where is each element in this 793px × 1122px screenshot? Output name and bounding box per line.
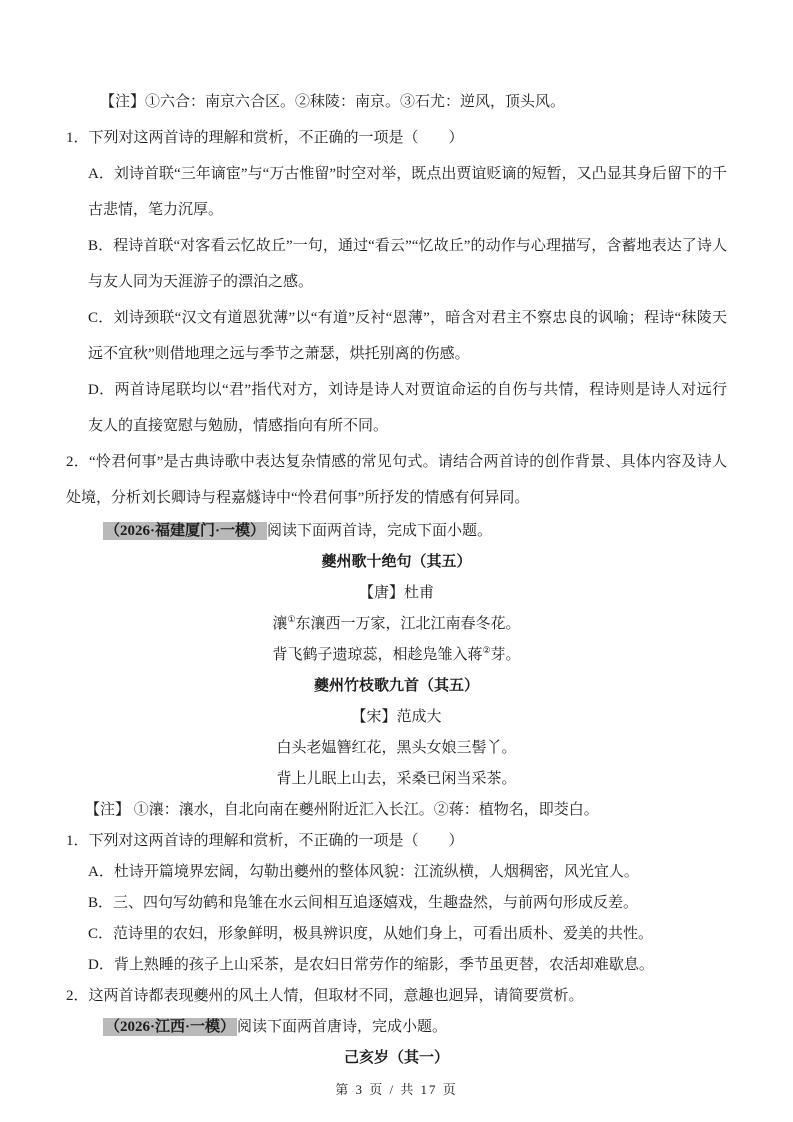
option-b: B．程诗首联“对客看云忆故丘”一句，通过“看云”“忆故丘”的动作与心理描写，含蓄地表达了诗人与友人同为天涯游子的漂泊之感。 <box>88 238 727 290</box>
question-block-kuizhou <box>66 516 727 1105</box>
exam-source-badge: （2026·江西·一模） <box>105 1019 236 1035</box>
option-c: C．范诗里的农妇，形象鲜明，极具辨识度，从她们身上，可看出质朴、爱美的共性。 <box>88 926 654 942</box>
exam-source-badge: （2026·福建厦门·一模） <box>105 523 266 539</box>
poem-2-line-1: 白头老媪簪红花，黑头女娘三髻丫。 <box>276 740 517 756</box>
option-b: B．三、四句写幼鹤和凫雏在水云间相互追逐嬉戏，生趣盎然，与前两句形成反差。 <box>88 895 639 911</box>
question-1-stem: 1．下列对这两首诗的理解和赏析，不正确的一项是（ ） <box>66 833 464 849</box>
poem-2-line-2: 背上儿眠上山去，采桑已闲当采茶。 <box>276 771 517 787</box>
poem-footnote: 【注】 ①瀼：瀼水，自北向南在夔州附近汇入长江。②蒋：植物名，即茭白。 <box>85 802 599 818</box>
poem-2-author: 【宋】范成大 <box>351 709 442 725</box>
reading-instruction: 阅读下面两首唐诗，完成小题。 <box>237 1019 448 1035</box>
page-number-footer: 第 3 页 / 共 17 页 <box>335 1082 458 1097</box>
verse-text: 背飞鹤子遗琼蕊，相趁凫雏入蒋 <box>272 647 483 663</box>
reading-instruction: 阅读下面两首诗，完成下面小题。 <box>267 523 493 539</box>
question-2-stem: 2．这两首诗都表现夔州的风土人情，但取材不同，意趣也迥异，请简要赏析。 <box>66 988 584 1004</box>
poem-footnote: 【注】①六合：南京六合区。②秣陵：南京。③石尤：逆风，顶头风。 <box>100 94 566 110</box>
option-d: D．背上熟睡的孩子上山采茶，是农妇日常劳作的缩影，季节虽更替，农活却难歇息。 <box>88 957 654 973</box>
question-block-liu-cheng <box>66 84 727 516</box>
option-c: C．刘诗颈联“汉文有道恩犹薄”以“有道”反衬“恩薄”，暗含对君主不察忠良的讽喻；程诗“秣陵天远不宜秋”则借地理之远与季节之萧瑟，烘托别离的伤感。 <box>88 310 727 362</box>
option-a: A．刘诗首联“三年谪宦”与“万古惟留”时空对举，既点出贾谊贬谪的短暂，又凸显其身后留下的千古悲情，笔力沉厚。 <box>88 166 727 218</box>
poem-1-author: 【唐】杜甫 <box>358 585 434 601</box>
poem-1-title: 夔州歌十绝句（其五） <box>321 554 472 570</box>
option-a: A．杜诗开篇境界宏阔，勾勒出夔州的整体风貌：江流纵横，人烟稠密，风光宜人。 <box>88 864 639 880</box>
option-d: D．两首诗尾联均以“君”指代对方，刘诗是诗人对贾谊命运的自伤与共情，程诗则是诗人对远行友人的直接宽慰与勉励，情感指向有所不同。 <box>88 382 727 434</box>
source-tag-line <box>103 516 727 547</box>
verse-text: 瀼 <box>272 616 288 632</box>
footnote-ref-2: ② <box>482 645 491 655</box>
poem-1-line-1 <box>66 609 727 640</box>
poem-3-title: 己亥岁（其一） <box>343 1050 449 1066</box>
poem-2-title: 夔州竹枝歌九首（其五） <box>313 678 479 694</box>
footnote-ref-1: ① <box>287 614 296 624</box>
verse-text: 东瀼西一万家，江北江南春冬花。 <box>295 616 521 632</box>
question-2-stem: 2．“怜君何事”是古典诗歌中表达复杂情感的常见句式。请结合两首诗的创作背景、具体内容及诗人处境，分析刘长卿诗与程嘉燧诗中“怜君何事”所抒发的情感有何异同。 <box>66 454 727 506</box>
verse-text: 芽。 <box>490 647 521 663</box>
question-1-stem: 1．下列对这两首诗的理解和赏析，不正确的一项是（ ） <box>66 130 464 146</box>
poem-1-line-2 <box>66 640 727 671</box>
source-tag-line <box>103 1012 727 1043</box>
